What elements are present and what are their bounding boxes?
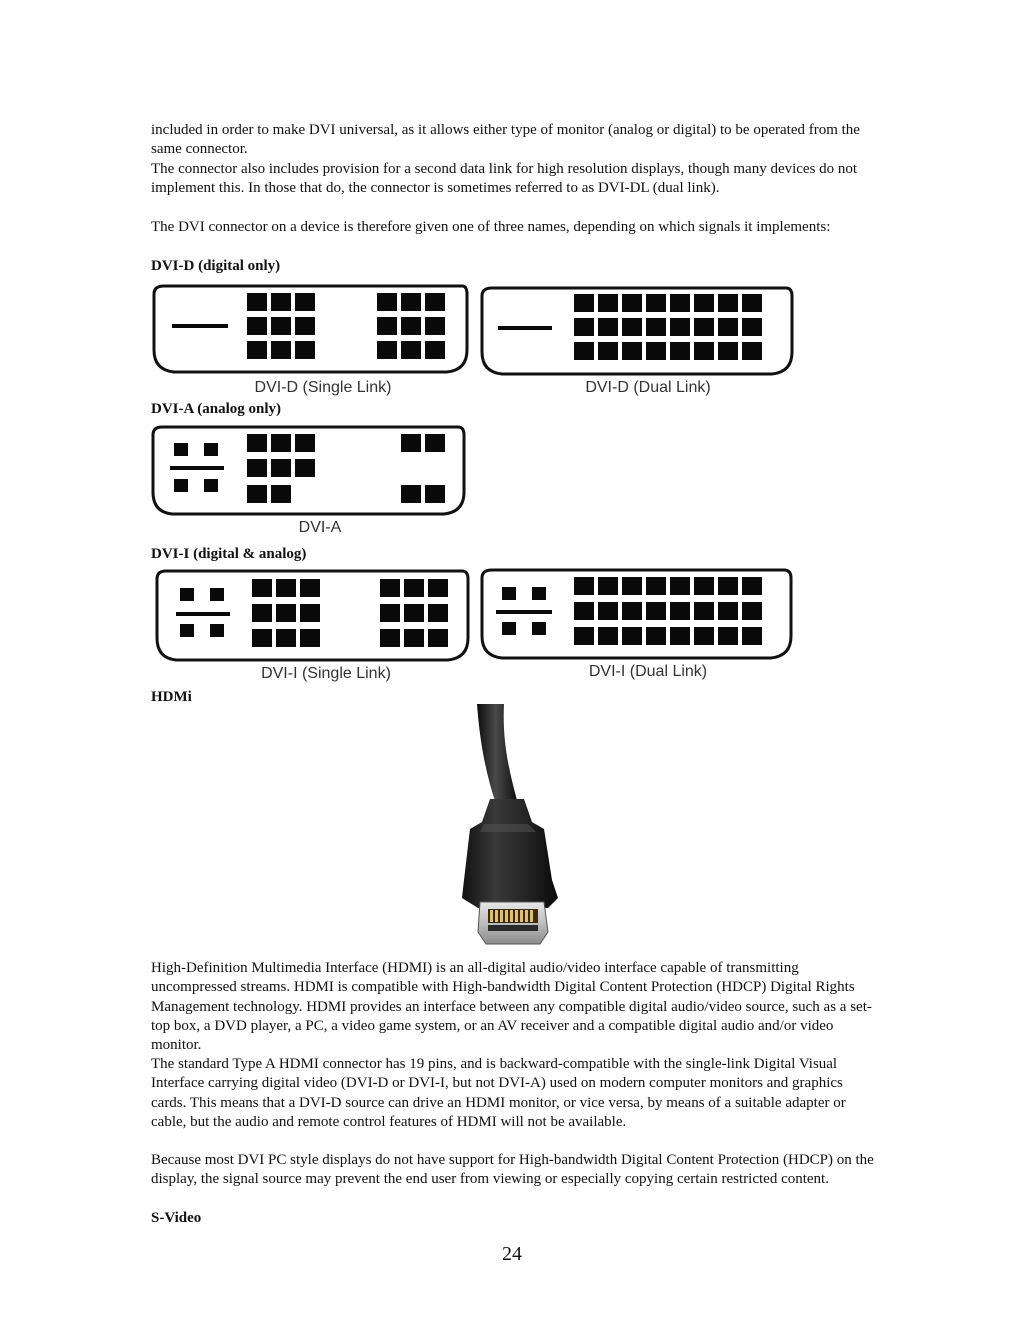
dvi-i-dual-link-diagram xyxy=(482,570,791,680)
dvi-i-single-caption: DVI-I (Single Link) xyxy=(261,665,391,682)
dvi-i-single-link-diagram xyxy=(157,571,468,682)
dvi-i-dual-caption: DVI-I (Dual Link) xyxy=(588,663,708,680)
intro-paragraph-1: included in order to make DVI universal, as it allows either type of monitor (analog or digital) to be operated from the same connector. xyxy=(151,122,860,158)
intro-paragraph-2: The connector also includes provision for a second data link for high resolution displays, though many devices do not implement this. In those that do, the connector is sometimes referred to as DVI-DL (dual link). xyxy=(151,161,858,197)
hdmi-cable-image xyxy=(440,704,590,950)
dvi-d-dual-link-diagram xyxy=(482,288,792,396)
intro-paragraph-3: The DVI connector on a device is therefore given one of three names, depending on which signals it implements: xyxy=(151,219,831,235)
s-video-heading: S-Video xyxy=(151,1210,202,1226)
dvi-d-connector-figure xyxy=(150,280,800,398)
hdmi-heading: HDMi xyxy=(151,689,192,705)
dvi-i-heading: DVI-I (digital & analog) xyxy=(151,546,307,562)
dvi-d-single-link-diagram xyxy=(154,286,467,396)
hdmi-paragraph-2: The standard Type A HDMI connector has 19 pins, and is backward-compatible with the single-link Digital Visual Interface carrying digital video (DVI-D or DVI-I, but not DVI-A) used on modern computer monitors and graphics cards. This means that a DVI-D source can drive an HDMI monitor, or vice versa, by means of a suitable adapter or cable, but the audio and remote control features of HDMI will not be available. xyxy=(151,1056,846,1130)
dvi-d-single-caption: DVI-D (Single Link) xyxy=(254,379,392,396)
hdmi-paragraph-3: Because most DVI PC style displays do not have support for High-bandwidth Digital Content Protection (HDCP) on the display, the signal source may prevent the end user from viewing or especially copying certain restricted content. xyxy=(151,1152,874,1188)
dvi-a-caption: DVI-A xyxy=(298,519,342,536)
dvi-i-connector-figure xyxy=(150,566,800,686)
dvi-a-connector-figure xyxy=(150,422,470,538)
hdmi-paragraph-1: High-Definition Multimedia Interface (HDMI) is an all-digital audio/video interface capable of transmitting uncompressed streams. HDMI is compatible with High-bandwidth Digital Content Protection (HDCP) Digital Rights Management technology. HDMI provides an interface between any compatible digital audio/video source, such as a set-top box, a DVD player, a PC, a video game system, or an AV receiver and a compatible digital audio and/or video monitor. xyxy=(151,960,872,1054)
dvi-d-heading: DVI-D (digital only) xyxy=(151,258,281,274)
dvi-d-dual-caption: DVI-D (Dual Link) xyxy=(585,379,711,396)
page-number: 24 xyxy=(502,1243,522,1265)
dvi-a-heading: DVI-A (analog only) xyxy=(151,401,282,417)
